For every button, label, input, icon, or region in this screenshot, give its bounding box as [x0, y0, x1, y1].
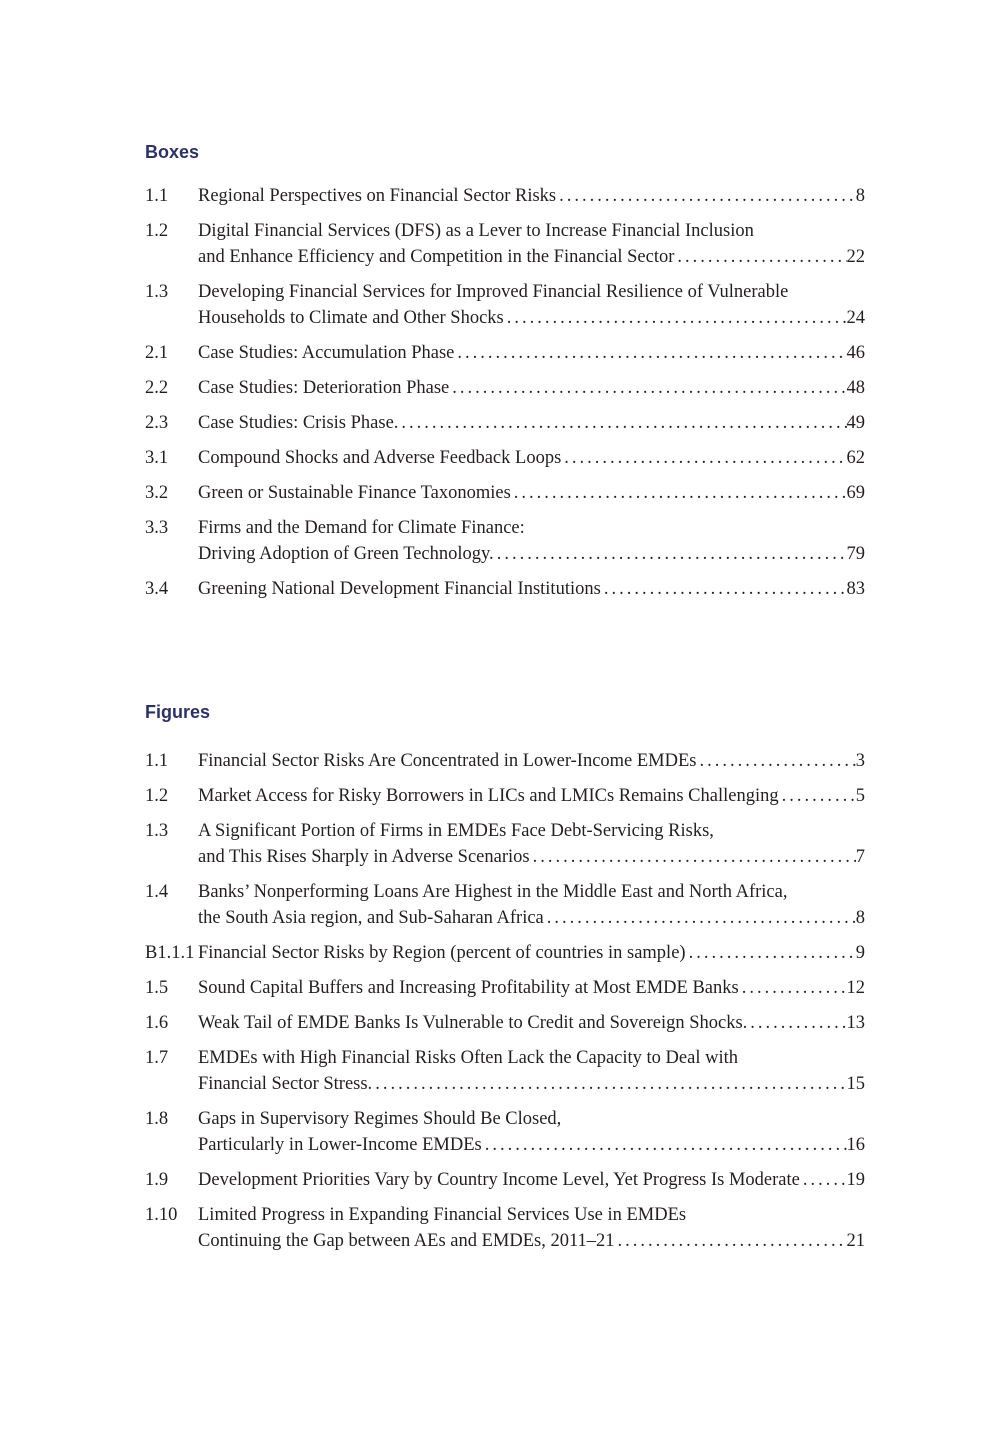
dot-leader [779, 783, 856, 809]
toc-entry[interactable] [145, 218, 865, 270]
toc-entry-body [198, 748, 865, 774]
toc-entry-page-number[interactable]: 15 [846, 1074, 865, 1094]
toc-entry-number: 1.1 [145, 186, 169, 206]
toc-entry[interactable] [145, 1167, 865, 1193]
dot-leader [800, 1167, 847, 1193]
toc-entry-number: 2.1 [145, 343, 169, 363]
toc-entry-title-row [198, 480, 865, 506]
toc-entry-title-line: Weak Tail of EMDE Banks Is Vulnerable to Credit and Sovereign Shocks. [198, 1013, 748, 1033]
figures-section [145, 702, 865, 1251]
toc-entry-title-line: Households to Climate and Other Shocks [198, 308, 504, 328]
toc-entry-title-line: Particularly in Lower-Income EMDEs [198, 1135, 482, 1155]
toc-entry-body [198, 218, 865, 270]
toc-entry-page-number[interactable]: 69 [846, 483, 865, 503]
toc-entry-page-number[interactable]: 7 [855, 847, 865, 867]
toc-entry-title-line: Financial Sector Stress. [198, 1074, 373, 1094]
toc-entry-title-line: Compound Shocks and Adverse Feedback Loops [198, 448, 562, 468]
toc-entry-page-number[interactable]: 46 [846, 343, 865, 363]
toc-entry-title-row [198, 1010, 865, 1036]
toc-entry-body [198, 480, 865, 506]
toc-entry-number: 1.1 [145, 751, 169, 771]
toc-entry-body [198, 340, 865, 366]
toc-entry-title-line: Case Studies: Deterioration Phase [198, 378, 450, 398]
toc-entry-title-row [198, 305, 865, 331]
toc-entry-title-line: Digital Financial Services (DFS) as a Lever to Increase Financial Inclusion [198, 221, 754, 241]
toc-entry-title-line: A Significant Portion of Firms in EMDEs Face Debt-Servicing Risks, [198, 821, 714, 841]
toc-entry-title-row [198, 975, 865, 1001]
toc-entry-title-line: Financial Sector Risks Are Concentrated in Lower-Income EMDEs [198, 751, 697, 771]
dot-leader [674, 244, 846, 270]
toc-entry-number: 1.8 [145, 1109, 169, 1129]
toc-entry-body [198, 1106, 865, 1158]
toc-entry-title-line: Firms and the Demand for Climate Finance: [198, 518, 525, 538]
toc-entry-title-line: Banks’ Nonperforming Loans Are Highest in the Middle East and North Africa, [198, 882, 788, 902]
toc-entry-title-row [198, 1071, 865, 1097]
toc-entry-body [198, 576, 865, 602]
toc-entry[interactable] [145, 783, 865, 809]
dot-leader [504, 305, 847, 331]
toc-entry-body [198, 1202, 865, 1254]
toc-entry-body [198, 410, 865, 436]
toc-entry[interactable] [145, 410, 865, 436]
toc-entry-number: 2.2 [145, 378, 169, 398]
toc-entry-title-line: and This Rises Sharply in Adverse Scenarios [198, 847, 530, 867]
toc-entry-title-row [198, 1167, 865, 1193]
toc-entry[interactable] [145, 445, 865, 471]
toc-entry-number: 1.4 [145, 882, 169, 902]
toc-entry-page-number[interactable]: 13 [846, 1013, 865, 1033]
toc-entry-title-row [198, 905, 865, 931]
toc-entry[interactable] [145, 279, 865, 331]
dot-leader [739, 975, 847, 1001]
toc-entry[interactable] [145, 975, 865, 1001]
toc-entry[interactable] [145, 748, 865, 774]
dot-leader [697, 748, 856, 774]
toc-entry-number: 3.2 [145, 483, 169, 503]
toc-entry[interactable] [145, 515, 865, 567]
dot-leader [372, 1071, 846, 1097]
toc-entry-title-line: Sound Capital Buffers and Increasing Profitability at Most EMDE Banks [198, 978, 739, 998]
toc-entry-title-row [198, 748, 865, 774]
toc-entry-body [198, 783, 865, 809]
toc-entry-number: 1.5 [145, 978, 169, 998]
toc-entry-title-row [198, 1228, 865, 1254]
boxes-heading: Boxes [145, 142, 200, 162]
toc-entry-page-number[interactable]: 22 [846, 247, 865, 267]
toc-entry-page-number[interactable]: 12 [846, 978, 865, 998]
toc-entry[interactable] [145, 340, 865, 366]
toc-entry-body [198, 445, 865, 471]
toc-entry-number: 1.7 [145, 1048, 169, 1068]
toc-entry-body [198, 1167, 865, 1193]
toc-entry-title-line: Continuing the Gap between AEs and EMDEs, 2011–21 [198, 1231, 615, 1251]
dot-leader [494, 541, 847, 567]
toc-entry-body [198, 183, 865, 209]
toc-entry-page-number[interactable]: 83 [846, 579, 865, 599]
toc-entry-page-number[interactable]: 16 [846, 1135, 865, 1155]
toc-entry[interactable] [145, 940, 865, 966]
toc-entry-title-row [198, 940, 865, 966]
toc-entry-body [198, 1045, 865, 1097]
dot-leader [482, 1132, 847, 1158]
dot-leader [601, 576, 847, 602]
toc-entry-page-number[interactable]: 48 [846, 378, 865, 398]
boxes-list [145, 183, 865, 602]
dot-leader [530, 844, 856, 870]
toc-entry-title-row [198, 410, 865, 436]
toc-entry-title-row [198, 1132, 865, 1158]
toc-entry-body [198, 515, 865, 567]
toc-entry-number: 1.3 [145, 282, 169, 302]
toc-entry-title-row [198, 183, 865, 209]
toc-entry[interactable] [145, 480, 865, 506]
toc-entry-body [198, 940, 865, 966]
toc-entry[interactable] [145, 818, 865, 870]
toc-entry-number: 3.1 [145, 448, 169, 468]
toc-entry[interactable] [145, 1202, 865, 1254]
dot-leader [686, 940, 856, 966]
boxes-section [145, 142, 865, 599]
toc-entry-page-number[interactable]: 9 [855, 943, 865, 963]
toc-entry-page-number[interactable]: 19 [846, 1170, 865, 1190]
toc-entry-title-row [198, 541, 865, 567]
toc-entry-title-line: Driving Adoption of Green Technology. [198, 544, 494, 564]
toc-entry-body [198, 818, 865, 870]
toc-entry-page-number[interactable]: 3 [855, 751, 865, 771]
toc-entry-number: 3.4 [145, 579, 169, 599]
toc-entry[interactable] [145, 879, 865, 931]
toc-entry-title-line: Market Access for Risky Borrowers in LICs and LMICs Remains Challenging [198, 786, 779, 806]
dot-leader [747, 1010, 846, 1036]
dot-leader [398, 410, 846, 436]
toc-entry[interactable] [145, 183, 865, 209]
toc-entry-title-line: and Enhance Efficiency and Competition in the Financial Sector [198, 247, 675, 267]
toc-entry-title-row [198, 576, 865, 602]
toc-entry-title-line: Green or Sustainable Finance Taxonomies [198, 483, 511, 503]
toc-entry-page-number[interactable]: 24 [846, 308, 865, 328]
toc-entry-page-number[interactable]: 49 [846, 413, 865, 433]
toc-entry-number: 2.3 [145, 413, 169, 433]
dot-leader [556, 183, 856, 209]
toc-entry-title-line: Development Priorities Vary by Country Income Level, Yet Progress Is Moderate [198, 1170, 800, 1190]
toc-entry-number: 3.3 [145, 518, 169, 538]
toc-entry[interactable] [145, 576, 865, 602]
toc-entry-page-number[interactable]: 21 [846, 1231, 865, 1251]
toc-entry-number: B1.1.1 [145, 943, 195, 963]
toc-entry-page-number[interactable]: 5 [855, 786, 865, 806]
toc-entry-number: 1.2 [145, 786, 169, 806]
toc-entry-title-line: Gaps in Supervisory Regimes Should Be Closed, [198, 1109, 562, 1129]
toc-entry-number: 1.2 [145, 221, 169, 241]
toc-entry-title-line: Case Studies: Crisis Phase. [198, 413, 399, 433]
toc-entry-page-number[interactable]: 79 [846, 544, 865, 564]
toc-entry-body [198, 1010, 865, 1036]
toc-entry-title-line: Regional Perspectives on Financial Sector Risks [198, 186, 557, 206]
toc-entry-title-row [198, 244, 865, 270]
toc-entry[interactable] [145, 1010, 865, 1036]
toc-entry-number: 1.9 [145, 1170, 169, 1190]
toc-entry-title-line: the South Asia region, and Sub-Saharan Africa [198, 908, 544, 928]
toc-entry-title-row [198, 375, 865, 401]
toc-entry-number: 1.3 [145, 821, 169, 841]
toc-entry-body [198, 975, 865, 1001]
toc-entry-number: 1.6 [145, 1013, 169, 1033]
dot-leader [511, 480, 847, 506]
toc-entry-title-row [198, 783, 865, 809]
toc-entry-title-line: EMDEs with High Financial Risks Often Lack the Capacity to Deal with [198, 1048, 738, 1068]
toc-entry-page-number[interactable]: 8 [855, 186, 865, 206]
dot-leader [615, 1228, 847, 1254]
toc-entry-body [198, 375, 865, 401]
toc-entry-title-line: Financial Sector Risks by Region (percent of countries in sample) [198, 943, 686, 963]
toc-entry-body [198, 879, 865, 931]
toc-entry[interactable] [145, 375, 865, 401]
toc-entry-page-number[interactable]: 8 [855, 908, 865, 928]
toc-entry-title-row [198, 340, 865, 366]
figures-list [145, 748, 865, 1254]
toc-entry-title-row [198, 445, 865, 471]
dot-leader [454, 340, 846, 366]
toc-entry[interactable] [145, 1106, 865, 1158]
toc-entry-title-line: Case Studies: Accumulation Phase [198, 343, 455, 363]
dot-leader [544, 905, 856, 931]
toc-entry-title-line: Developing Financial Services for Improved Financial Resilience of Vulnerable [198, 282, 789, 302]
toc-entry-title-row [198, 844, 865, 870]
toc-entry-number: 1.10 [145, 1205, 178, 1225]
dot-leader [449, 375, 846, 401]
toc-entry-title-line: Greening National Development Financial Institutions [198, 579, 601, 599]
dot-leader [561, 445, 846, 471]
figures-heading: Figures [145, 702, 211, 722]
toc-entry[interactable] [145, 1045, 865, 1097]
toc-entry-title-line: Limited Progress in Expanding Financial Services Use in EMDEs [198, 1205, 687, 1225]
toc-entry-page-number[interactable]: 62 [846, 448, 865, 468]
toc-entry-body [198, 279, 865, 331]
